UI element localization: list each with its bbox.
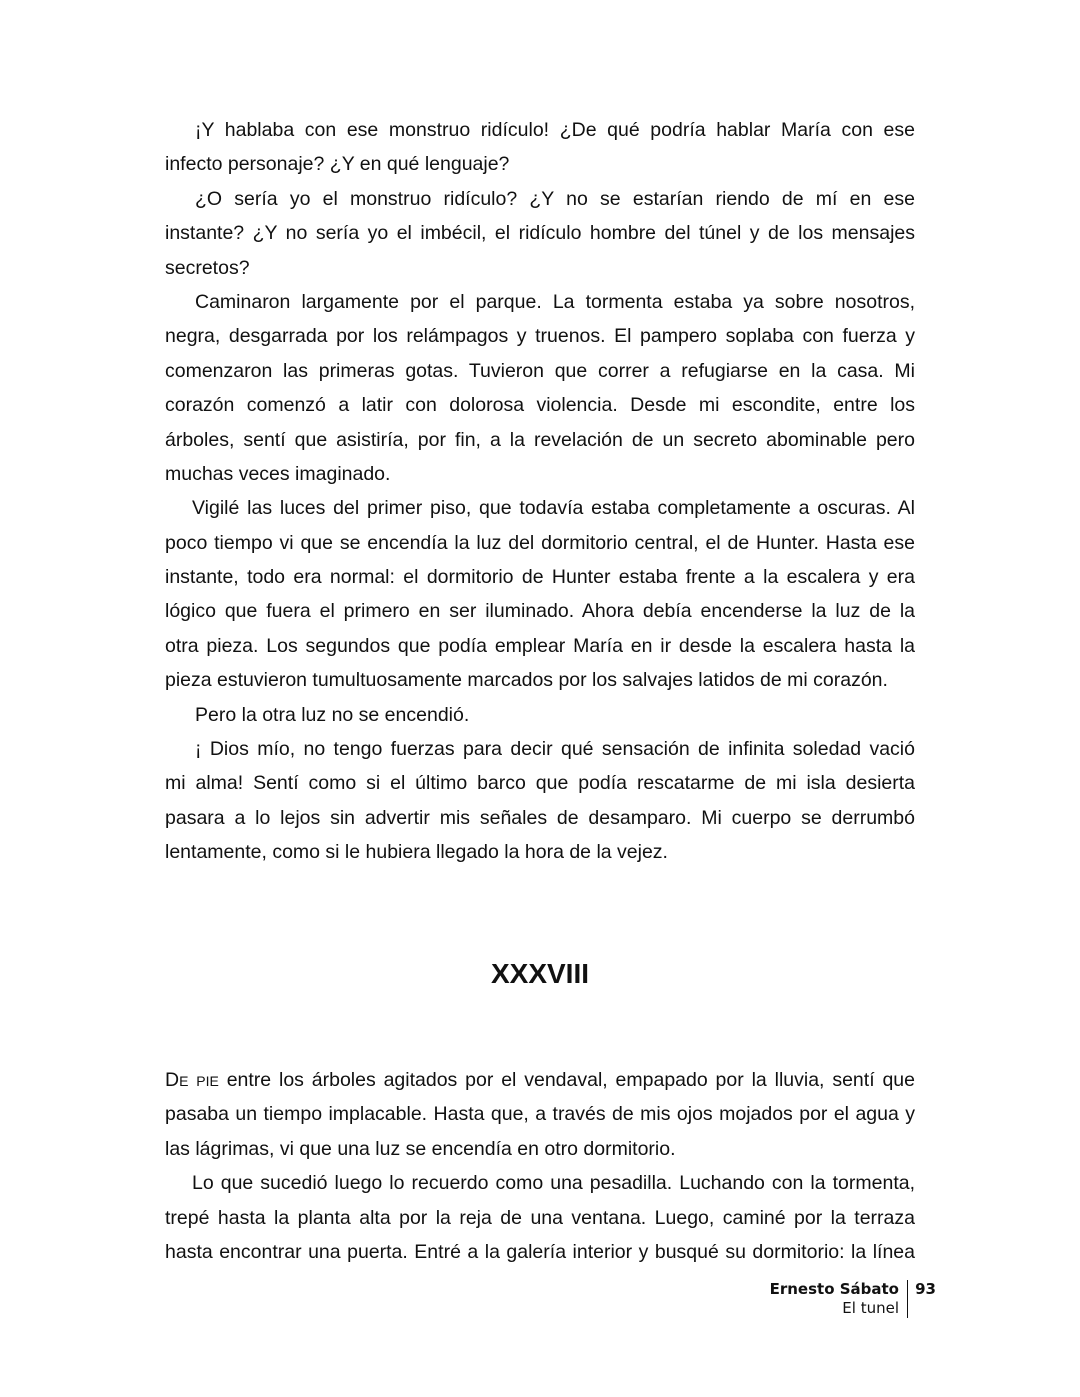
paragraph-line: ¿O sería yo el monstruo ridículo? ¿Y no se estarían riendo de mí en ese: [195, 187, 915, 210]
paragraph-line: corazón comenzó a latir con dolorosa violencia. Desde mi escondite, entre los: [165, 394, 915, 417]
paragraph-line: hasta encontrar una puerta. Entré a la galería interior y busqué su dormitorio: la línea: [165, 1240, 915, 1263]
paragraph-line: trepé hasta la planta alta por la reja de una ventana. Luego, caminé por la terraza: [165, 1206, 915, 1229]
paragraph-line: mi alma! Sentí como si el último barco que podía rescatarme de mi isla desierta: [165, 772, 915, 795]
paragraph-line: comenzaron las primeras gotas. Tuvieron que correr a refugiarse en la casa. Mi: [165, 359, 915, 382]
paragraph-line: negra, desgarrada por los relámpagos y truenos. El pampero soplaba con fuerza y: [165, 325, 915, 348]
paragraph-line: De pie entre los árboles agitados por el vendaval, empapado por la lluvia, sentí que: [165, 1069, 915, 1091]
paragraph-line: instante? ¿Y no sería yo el imbécil, el ridículo hombre del túnel y de los mensajes: [165, 222, 915, 245]
page-footer: [769, 1280, 936, 1318]
paragraph-line: lentamente, como si le hubiera llegado la hora de la vejez.: [165, 841, 668, 864]
paragraph-line: Lo que sucedió luego lo recuerdo como una pesadilla. Luchando con la tormenta,: [192, 1172, 915, 1195]
paragraph-line: otra pieza. Los segundos que podía emplear María en ir desde la escalera hasta la: [165, 634, 915, 657]
paragraph-line: pasaba un tiempo implacable. Hasta que, a través de mis ojos mojados por el agua y: [165, 1103, 915, 1126]
paragraph-line: ¡Y hablaba con ese monstruo ridículo! ¿De qué podría hablar María con ese: [195, 119, 915, 141]
paragraph-line: infecto personaje? ¿Y en qué lenguaje?: [165, 153, 510, 176]
paragraph-line: pieza estuvieron tumultuosamente marcados por los salvajes latidos de mi corazón.: [165, 669, 888, 692]
footer-book-title: El tunel: [842, 1299, 908, 1318]
paragraph-line: Caminaron largamente por el parque. La tormenta estaba ya sobre nosotros,: [195, 290, 915, 313]
paragraph-line: pasara a lo lejos sin advertir mis señales de desamparo. Mi cuerpo se derrumbó: [165, 806, 915, 829]
footer-author: Ernesto Sábato: [770, 1280, 908, 1299]
paragraph-line: secretos?: [165, 256, 250, 279]
opening-words: De pie: [165, 1069, 219, 1091]
page-number: 93: [915, 1280, 936, 1298]
paragraph-line: muchas veces imaginado.: [165, 462, 391, 485]
paragraph-line: lógico que fuera el primero en ser iluminado. Ahora debía encenderse la luz de la: [165, 600, 915, 623]
paragraph-line: instante, todo era normal: el dormitorio de Hunter estaba frente a la escalera y era: [165, 566, 915, 589]
paragraph-line: Vigilé las luces del primer piso, que todavía estaba completamente a oscuras. Al: [192, 497, 915, 520]
paragraph-line: ¡ Dios mío, no tengo fuerzas para decir qué sensación de infinita soledad vació: [195, 738, 915, 761]
text-block-after-heading: [165, 1063, 915, 1269]
paragraph-line: Pero la otra luz no se encendió.: [195, 703, 470, 726]
paragraph-line: las lágrimas, vi que una luz se encendía en otro dormitorio.: [165, 1137, 676, 1160]
paragraph-line: poco tiempo vi que se encendía la luz del dormitorio central, el de Hunter. Hasta ese: [165, 531, 915, 554]
text-block-before-heading: [165, 113, 915, 870]
chapter-heading: XXXVIII: [490, 958, 590, 989]
paragraph-line: árboles, sentí que asistiría, por fin, a la revelación de un secreto abominable pero: [165, 428, 915, 451]
